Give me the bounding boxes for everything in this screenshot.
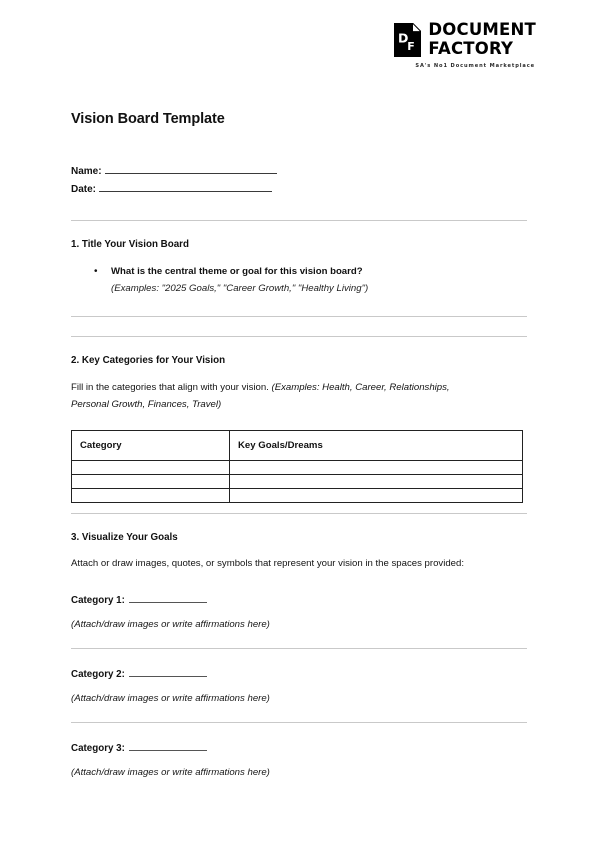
category-1-note: (Attach/draw images or write affirmations here) [71, 619, 270, 631]
section-1-bullet-list [71, 265, 527, 297]
section-heading-2: 2. Key Categories for Your Vision [71, 354, 226, 366]
divider-after-category-2 [71, 722, 527, 723]
table-body [72, 461, 523, 503]
section-2-intro-examples: (Examples: Health, Career, Relationships, Personal Growth, Finances, Travel) [71, 381, 450, 410]
identity-fields [71, 164, 527, 195]
name-label: Name: [71, 166, 102, 177]
table-header-row [72, 431, 523, 461]
table-header [72, 431, 523, 461]
section-1-question: • What is the central theme or goal for this vision board? [111, 266, 363, 277]
section-1-examples: (Examples: "2025 Goals," "Career Growth," "Healthy Living") [111, 282, 369, 294]
logo-mark-letter-d: D [398, 30, 409, 45]
category-3-label-row [71, 741, 527, 754]
date-label: Date: [71, 184, 97, 195]
answer-line-1[interactable] [71, 316, 527, 317]
logo-word-factory: FACTORY [428, 38, 514, 58]
category-1-input-line[interactable] [129, 593, 207, 603]
cell-key-goals[interactable] [230, 461, 523, 475]
category-1-label: Category 1: [71, 595, 125, 607]
document-body [71, 0, 527, 778]
section-heading-1: 1. Title Your Vision Board [71, 239, 189, 250]
cell-category[interactable] [72, 461, 230, 475]
date-input-line[interactable] [99, 182, 272, 192]
date-field-row [71, 182, 527, 195]
category-3-note: (Attach/draw images or write affirmations here) [71, 767, 270, 779]
category-3-input-line[interactable] [129, 741, 207, 751]
logo-tagline: SA's No1 Document Marketplace [415, 63, 535, 69]
table-row [72, 475, 523, 489]
category-goals-table [71, 430, 523, 503]
section-3-intro: Attach or draw images, quotes, or symbols that represent your vision in the spaces provided: [71, 558, 465, 570]
category-2-note: (Attach/draw images or write affirmations here) [71, 693, 270, 705]
name-input-line[interactable] [105, 164, 277, 174]
divider-after-category-1 [71, 648, 527, 649]
section-2-intro [71, 380, 471, 414]
table-row [72, 489, 523, 503]
cell-category[interactable] [72, 475, 230, 489]
divider-above-section-1 [71, 220, 527, 221]
name-field-row [71, 164, 527, 177]
cell-key-goals[interactable] [230, 489, 523, 503]
category-2-label: Category 2: [71, 669, 125, 681]
category-2-input-line[interactable] [129, 667, 207, 677]
cell-category[interactable] [72, 489, 230, 503]
column-header-category: Category [72, 431, 230, 461]
section-2-intro-plain: Fill in the categories that align with your vision. [71, 381, 272, 393]
category-1-label-row [71, 593, 527, 606]
logo-word-document: DOCUMENT [428, 20, 536, 39]
category-3-label: Category 3: [71, 743, 125, 755]
section-heading-3: 3. Visualize Your Goals [71, 532, 178, 544]
divider-below-table [71, 513, 527, 514]
page-title: Vision Board Template [71, 111, 225, 127]
logo-mark-letter-f: F [407, 39, 416, 53]
answer-line-2[interactable] [71, 336, 527, 337]
table-row [72, 461, 523, 475]
column-header-key-goals: Key Goals/Dreams [230, 431, 523, 461]
list-item [71, 265, 527, 297]
category-2-label-row [71, 667, 527, 680]
cell-key-goals[interactable] [230, 475, 523, 489]
